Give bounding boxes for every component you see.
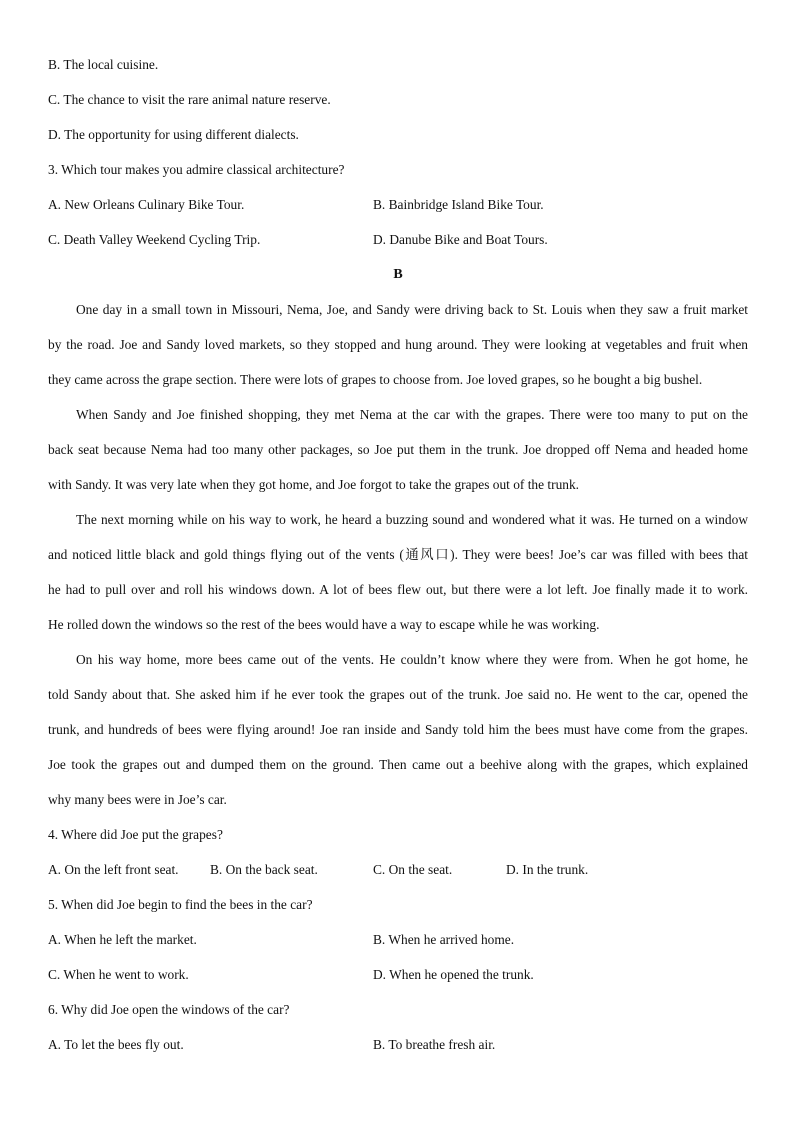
passage-line: He rolled down the windows so the rest of the bees would have a way to escape while he was working. (48, 617, 600, 632)
q4-option-d: D. In the trunk. (506, 862, 589, 877)
passage-paragraph-2 (48, 402, 748, 507)
passage-line: When Sandy and Joe finished shopping, they met Nema at the car with the grapes. There were too many to put on the (76, 407, 748, 422)
q4-question: 4. Where did Joe put the grapes? (48, 827, 223, 842)
q5-option-b: B. When he arrived home. (373, 932, 515, 947)
q3-question: 3. Which tour makes you admire classical architecture? (48, 162, 345, 177)
q4-option-b: B. On the back seat. (210, 862, 318, 877)
q6-options-row-1 (48, 1032, 748, 1067)
section-title: B (393, 267, 403, 282)
passage-line: On his way home, more bees came out of the vents. He couldn’t know where they were from. When he got home, he (76, 652, 748, 667)
passage-line: Joe took the grapes out and dumped them on the ground. Then came out a beehive along with the grapes, which explained (48, 757, 748, 772)
passage-line: back seat because Nema had too many other packages, so Joe put them in the trunk. Joe dropped off Nema and headed home (48, 442, 748, 457)
q5-question: 5. When did Joe begin to find the bees in the car? (48, 897, 313, 912)
q3-option-d: D. Danube Bike and Boat Tours. (373, 232, 548, 247)
q6-option-a: A. To let the bees fly out. (48, 1037, 184, 1052)
q2-option-d: D. The opportunity for using different dialects. (48, 127, 299, 142)
q5-option-a: A. When he left the market. (48, 932, 197, 947)
q5-options-row-1 (48, 927, 748, 962)
passage-line: The next morning while on his way to work, he heard a buzzing sound and wondered what it was. He turned on a window (76, 512, 748, 527)
q5-option-c: C. When he went to work. (48, 967, 189, 982)
passage-paragraph-1 (48, 297, 748, 402)
passage-line: they came across the grape section. There were lots of grapes to choose from. Joe loved grapes, so he bought a big bushel. (48, 372, 703, 387)
passage-line: why many bees were in Joe’s car. (48, 792, 227, 807)
q3-option-b: B. Bainbridge Island Bike Tour. (373, 197, 544, 212)
q5-option-d: D. When he opened the trunk. (373, 967, 534, 982)
q3-option-c: C. Death Valley Weekend Cycling Trip. (48, 232, 261, 247)
passage-line: with Sandy. It was very late when they got home, and Joe forgot to take the grapes out of the trunk. (48, 477, 580, 492)
q2-option-b: B. The local cuisine. (48, 57, 159, 72)
passage-line: and noticed little black and gold things flying out of the vents (通风口). They were bees! Joe’s car was filled with bees that (48, 547, 748, 562)
q3-options-row-2 (48, 227, 748, 262)
passage-paragraph-3 (48, 507, 748, 647)
q4-option-c: C. On the seat. (373, 862, 453, 877)
passage-paragraph-4 (48, 647, 748, 822)
q6-option-b: B. To breathe fresh air. (373, 1037, 496, 1052)
q6-question: 6. Why did Joe open the windows of the car? (48, 1002, 290, 1017)
q5-options-row-2 (48, 962, 748, 997)
document-page (48, 52, 748, 1067)
q3-option-a: A. New Orleans Culinary Bike Tour. (48, 197, 245, 212)
passage-line: One day in a small town in Missouri, Nema, Joe, and Sandy were driving back to St. Louis when they saw a fruit market (76, 302, 748, 317)
passage-line: by the road. Joe and Sandy loved markets, so they stopped and hung around. They were looking at vegetables and fruit when (48, 337, 748, 352)
q2-option-c: C. The chance to visit the rare animal nature reserve. (48, 92, 331, 107)
passage-line: told Sandy about that. She asked him if he ever took the grapes out of the trunk. Joe said no. He went to the car, opened the (48, 687, 748, 702)
passage-line: trunk, and hundreds of bees were flying around! Joe ran inside and Sandy told him the bees must have come from the grapes. (48, 722, 748, 737)
passage-line: he had to pull over and roll his windows down. A lot of bees flew out, but there were a lot left. Joe finally made it to work. (48, 582, 748, 597)
q3-options-row-1 (48, 192, 748, 227)
q4-options-row (48, 857, 748, 892)
q4-option-a: A. On the left front seat. (48, 862, 179, 877)
